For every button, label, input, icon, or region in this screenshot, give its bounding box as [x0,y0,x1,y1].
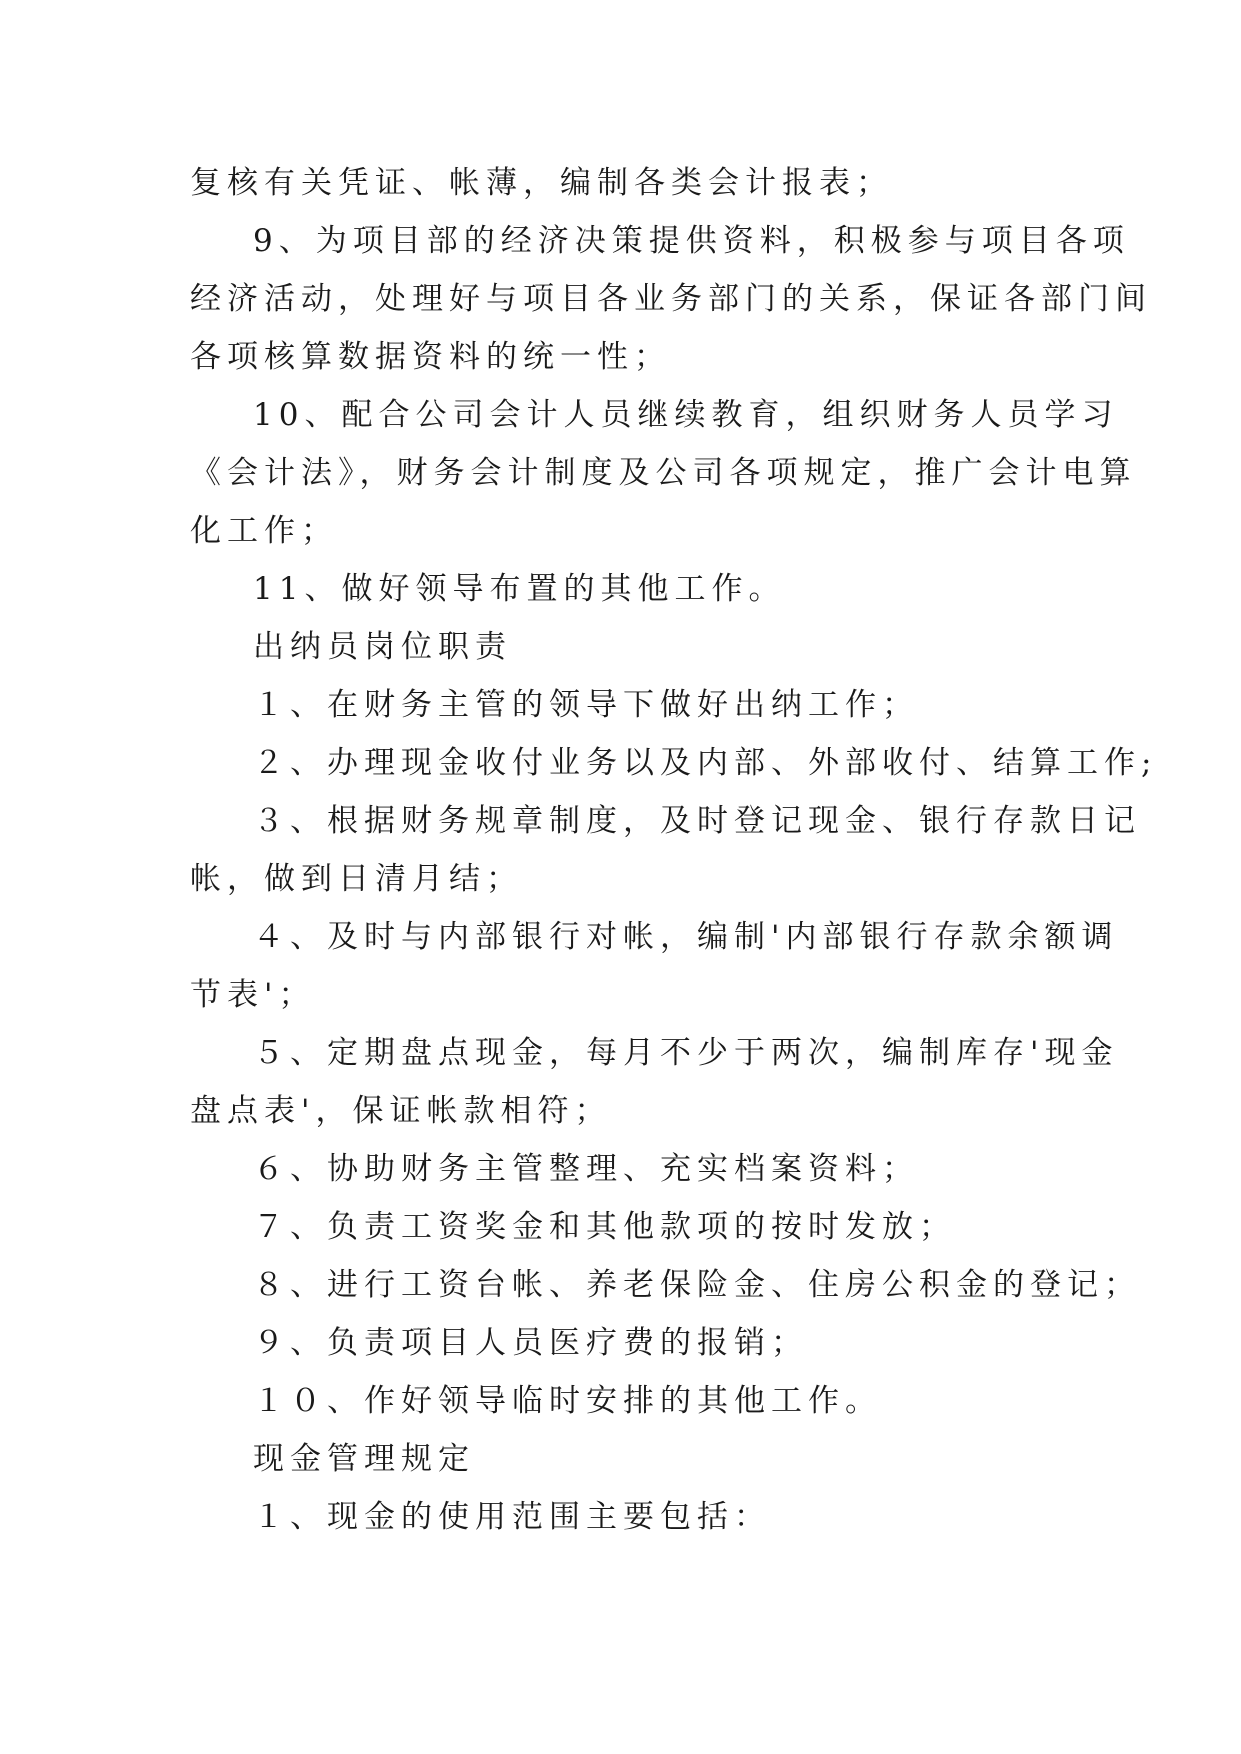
text-line: １、在财务主管的领导下做好出纳工作； [253,687,919,723]
text-line: 帐，做到日清月结； [190,861,523,897]
text-line: 《会计法》，财务会计制度及公司各项规定，推广会计电算 [190,455,1137,491]
text-line: ７、负责工资奖金和其他款项的按时发放； [253,1209,956,1245]
text-line: 盘点表'，保证帐款相符； [190,1093,612,1129]
text-line: 现金管理规定 [253,1441,475,1477]
text-line: ８、进行工资台帐、养老保险金、住房公积金的登记； [253,1267,1141,1303]
text-line: １０、作好领导临时安排的其他工作。 [253,1383,882,1419]
text-line: １、现金的使用范围主要包括： [253,1499,771,1535]
text-line: ３、根据财务规章制度，及时登记现金、银行存款日记 [253,803,1141,839]
text-line: 复核有关凭证、帐薄，编制各类会计报表； [190,165,893,201]
text-line: 11、做好领导布置的其他工作。 [253,571,786,607]
text-line: ６、协助财务主管整理、充实档案资料； [253,1151,919,1187]
text-line: ５、定期盘点现金，每月不少于两次，编制库存'现金 [253,1035,1119,1071]
text-line: ２、办理现金收付业务以及内部、外部收付、结算工作; [253,745,1158,781]
text-line: 经济活动，处理好与项目各业务部门的关系，保证各部门间 [190,281,1152,317]
text-line: 各项核算数据资料的统一性； [190,339,671,375]
text-line: 化工作； [190,513,338,549]
text-line: 10、配合公司会计人员继续教育，组织财务人员学习 [253,397,1119,433]
text-line: ４、及时与内部银行对帐，编制'内部银行存款余额调 [253,919,1119,955]
text-line: 出纳员岗位职责 [253,629,512,665]
text-line: 9、为项目部的经济决策提供资料，积极参与项目各项 [253,223,1130,259]
document-body [190,154,1158,1546]
text-line: 节表'； [190,977,316,1013]
text-line: ９、负责项目人员医疗费的报销； [253,1325,808,1361]
